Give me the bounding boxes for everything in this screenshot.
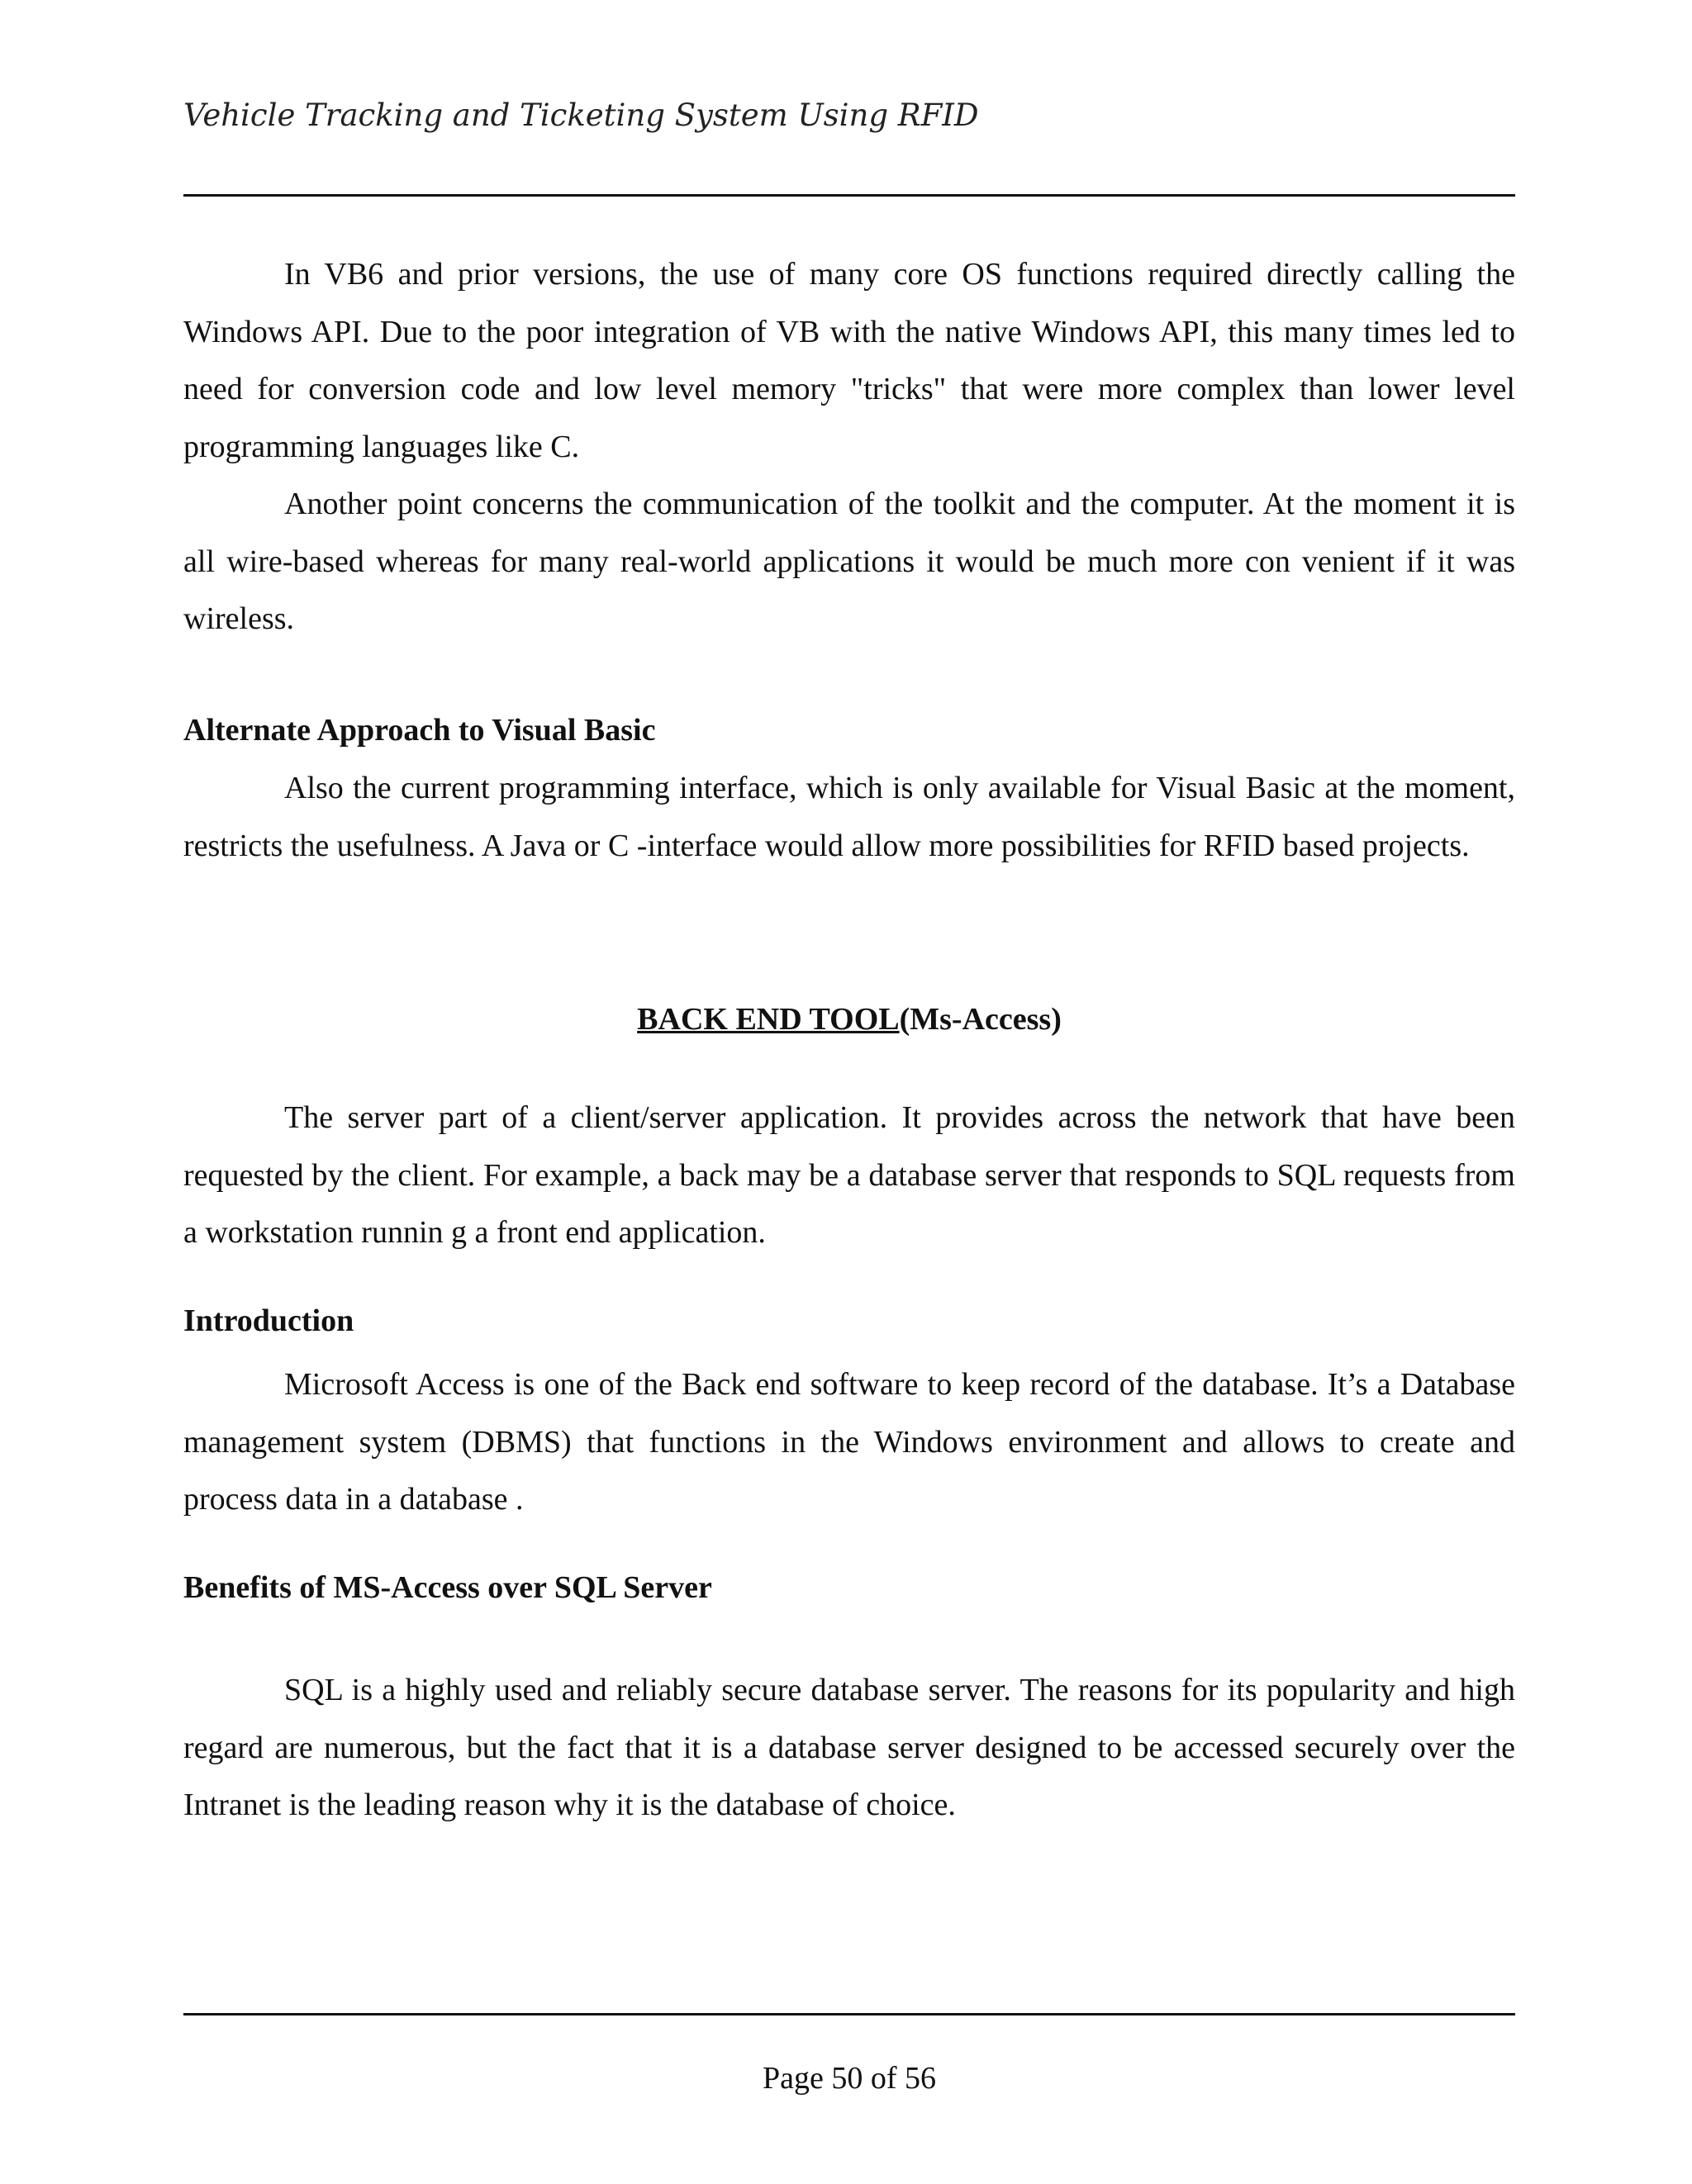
heading-back-end-tool-underlined: BACK END TOOL xyxy=(637,1002,900,1037)
heading-introduction: Introduction xyxy=(183,1303,354,1338)
paragraph-programming-interface: Also the current programming interface, which is only available for Visual Basic at the moment, restricts the usefulness. A Java or C -interface would allow more possibilities for RFID based projects. xyxy=(183,771,1515,863)
paragraph-server-part: The server part of a client/server application. It provides across the network that have been requested by the client. For example, a back may be a database server that responds to SQL requests from a workstation runnin g a front end application. xyxy=(183,1100,1515,1250)
heading-back-end-tool-suffix: (Ms-Access) xyxy=(899,1002,1062,1037)
paragraph-sql-server: SQL is a highly used and reliably secure database server. The reasons for its popularity and high regard are numerous, but the fact that it is a database server designed to be accessed securely over the Intranet is the leading reason why it is the database of choice. xyxy=(183,1673,1515,1822)
heading-benefits: Benefits of MS-Access over SQL Server xyxy=(183,1570,712,1605)
footer-divider xyxy=(183,2013,1515,2015)
page-number: Page 50 of 56 xyxy=(762,2061,937,2096)
paragraph-ms-access-intro: Microsoft Access is one of the Back end software to keep record of the database. It’s a Database management system (DBMS) that functions in the Windows environment and allows to create and process data in a database . xyxy=(183,1367,1515,1517)
heading-alternate-approach: Alternate Approach to Visual Basic xyxy=(183,713,656,748)
paragraph-vb6-api: In VB6 and prior versions, the use of many core OS functions required directly calling the Windows API. Due to the poor integration of VB with the native Windows API, this many times led to need for conversion code and low level memory "tricks" that were more complex than lower level programming languages like C. xyxy=(183,257,1515,464)
header-divider xyxy=(183,194,1515,197)
paragraph-wireless: Another point concerns the communication of the toolkit and the computer. At the moment it is all wire-based whereas for many real-world applications it would be much more con venient if it was wireless. xyxy=(183,487,1515,636)
running-header: Vehicle Tracking and Ticketing System Using RFID xyxy=(183,97,979,133)
heading-back-end-tool xyxy=(183,1001,1515,1037)
